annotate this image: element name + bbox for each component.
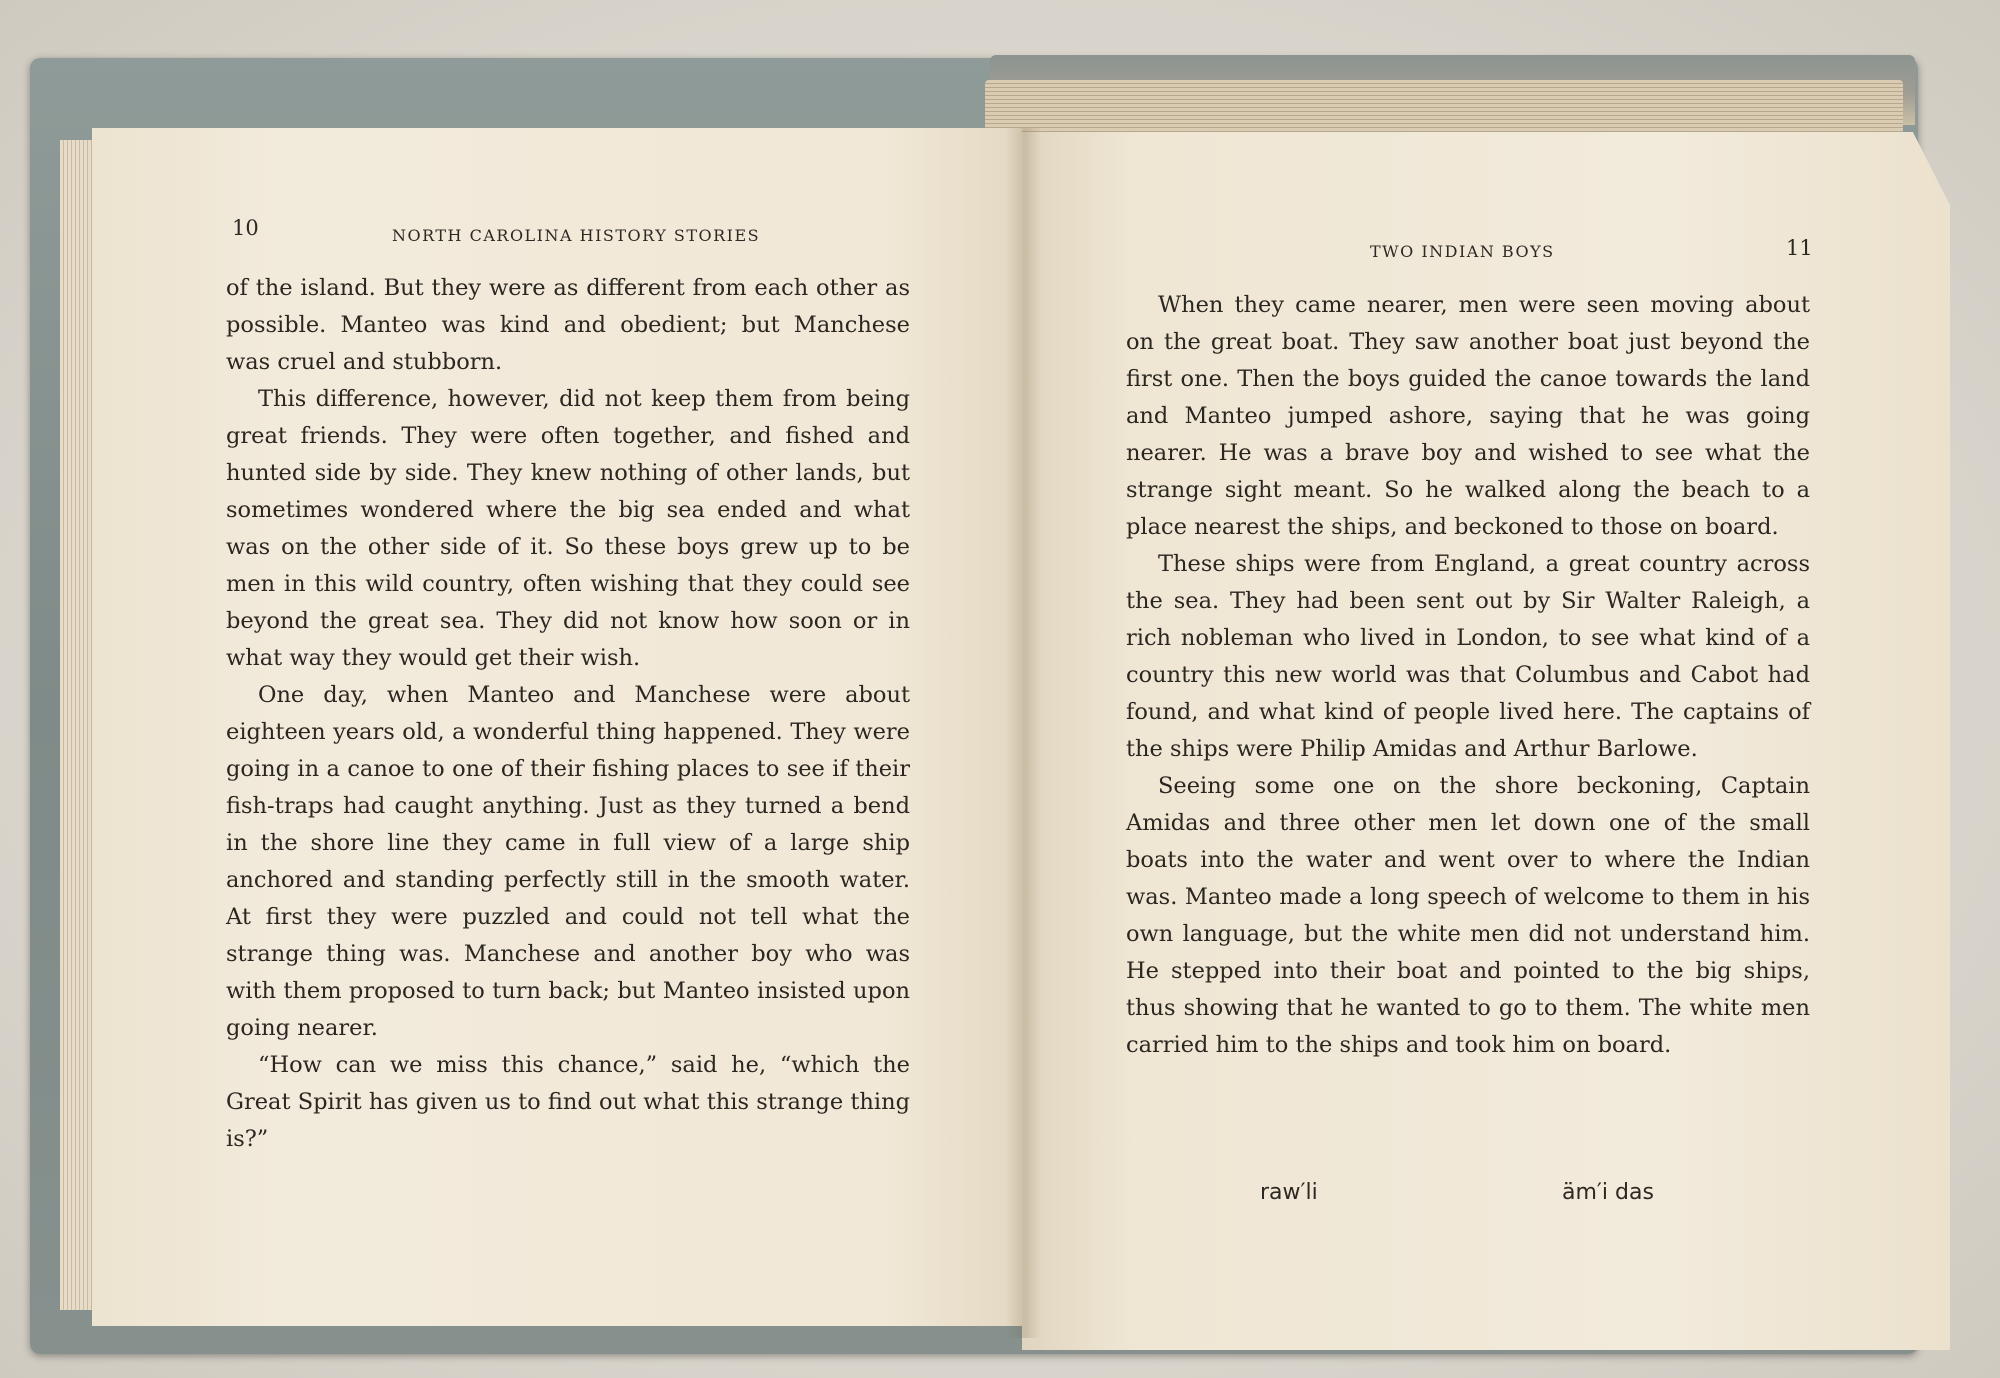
right-paragraph-2: These ships were from England, a great country across the sea. They had been sent out by Sir Walter Raleigh, a rich nobleman who lived in London, to see what kind of a country this new world was that Columbus and Cabot had found, and what kind of people lived here. The captains of the ships were Philip Amidas and Arthur Barlowe. xyxy=(1126,551,1810,762)
right-paragraph-3: Seeing some one on the shore beckoning, Captain Amidas and three other men let down one of the small boats into the water and went over to where the Indian was. Manteo made a long speech of welcome to them in his own language, but the white men did not understand him. He stepped into their boat and pointed to the big ships, thus showing that he wanted to go to them. The white men carried him to the ships and took him on board. xyxy=(1126,773,1810,1058)
left-page-text xyxy=(226,270,910,1158)
left-paragraph-2: This difference, however, did not keep them from being great friends. They were often together, and fished and hunted side by side. They knew nothing of other lands, but sometimes wondered where the big sea ended and what was on the other side of it. So these boys grew up to be men in this wild country, often wishing that they could see beyond the great sea. They did not know how soon or in what way they would get their wish. xyxy=(226,386,910,671)
left-paragraph-1: of the island. But they were as different from each other as possible. Manteo was kind and obedient; but Manchese was cruel and stubborn. xyxy=(226,275,910,375)
pronunciation-raleigh: raw′li xyxy=(1260,1180,1318,1205)
left-paragraph-3: One day, when Manteo and Manchese were about eighteen years old, a wonderful thing happened. They were going in a canoe to one of their fishing places to see if their fish-traps had caught anything. Just as they turned a bend in the shore line they came in full view of a large ship anchored and standing perfectly still in the smooth water. At first they were puzzled and could not tell what the strange thing was. Manchese and another boy who was with them proposed to turn back; but Manteo insisted upon going nearer. xyxy=(226,682,910,1041)
right-page-text xyxy=(1126,287,1810,1064)
right-running-head: TWO INDIAN BOYS xyxy=(1370,242,1555,261)
left-paragraph-4: “How can we miss this chance,” said he, “which the Great Spirit has given us to find out what this strange thing is?” xyxy=(226,1052,910,1152)
page-block-edges xyxy=(985,80,1903,134)
left-page-number: 10 xyxy=(232,216,259,240)
book-gutter xyxy=(1005,128,1041,1338)
pronunciation-amidas: äm′i das xyxy=(1562,1180,1654,1205)
left-running-head: NORTH CAROLINA HISTORY STORIES xyxy=(392,226,761,245)
right-page-number: 11 xyxy=(1786,236,1813,260)
right-paragraph-1: When they came nearer, men were seen moving about on the great boat. They saw another boat just beyond the first one. Then the boys guided the canoe towards the land and Manteo jumped ashore, saying that he was going nearer. He was a brave boy and wished to see what the strange sight meant. So he walked along the beach to a place nearest the ships, and beckoned to those on board. xyxy=(1126,292,1810,540)
